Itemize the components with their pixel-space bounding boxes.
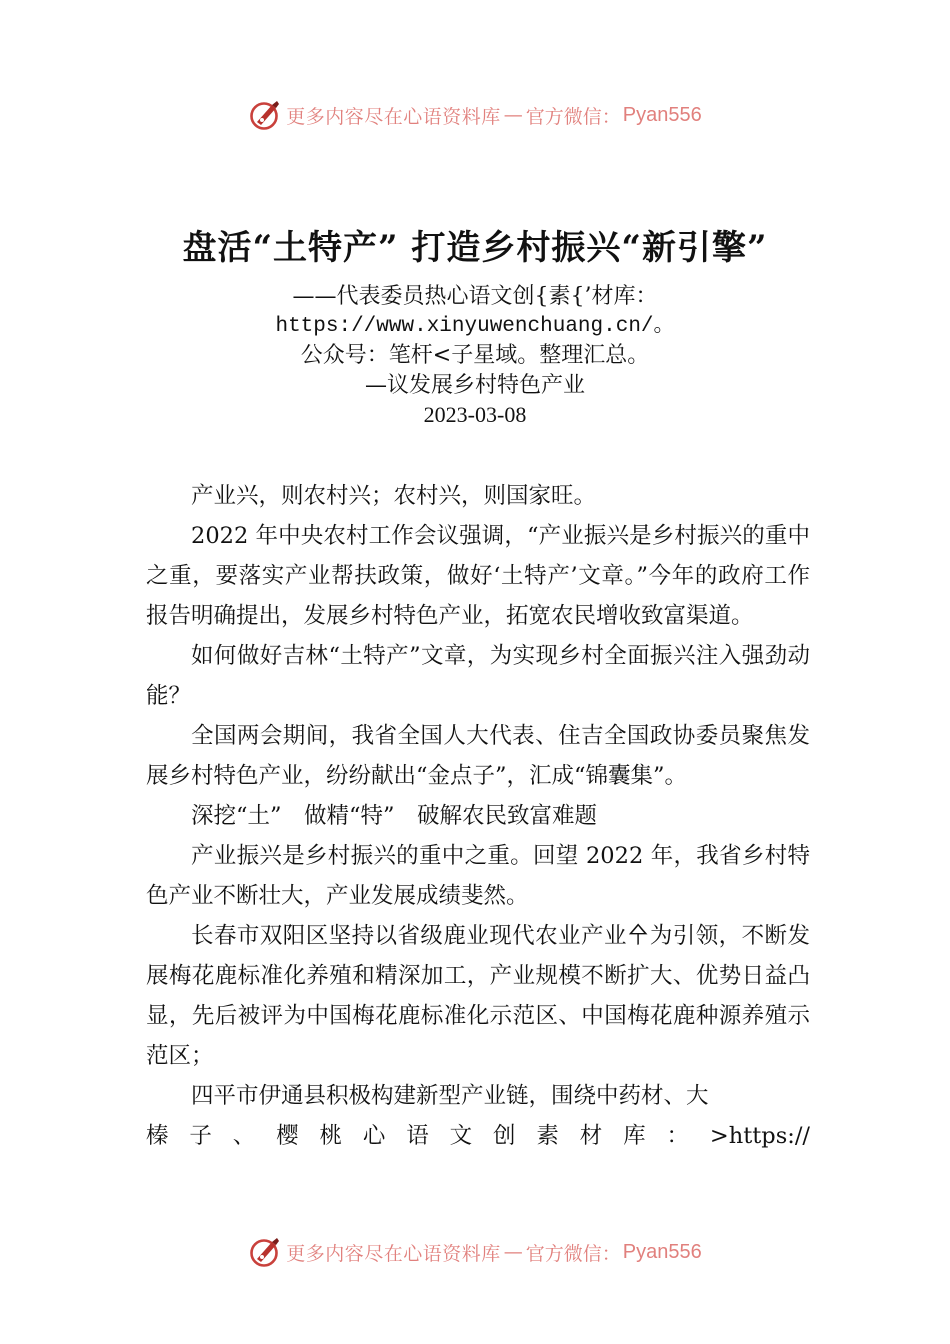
paragraph: 2022 年中央农村工作会议强调，“产业振兴是乡村振兴的重中之重，要落实产业帮扶政策，做好‘土特产’文章。”今年的政府工作报告明确提出，发展乡村特色产业，拓宽农民增收致富渠道。	[146, 523, 810, 629]
subtitle-line: ——代表委员热心语文创{素{’材库：	[292, 284, 658, 309]
pen-nib-logo-icon	[248, 1235, 282, 1269]
article-body	[146, 476, 810, 1156]
article-subtitle	[0, 282, 950, 430]
paragraph: 全国两会期间，我省全国人大代表、住吉全国政协委员聚焦发展乡村特色产业，纷纷献出“金点子”，汇成“锦囊集”。	[146, 723, 810, 789]
pen-nib-logo-icon	[248, 98, 282, 132]
paragraph: 四平市伊通县积极构建新型产业链，围绕中药材、大	[191, 1083, 709, 1109]
paragraph: 产业振兴是乡村振兴的重中之重。回望 2022 年，我省乡村特色产业不断壮大，产业发展成绩斐然。	[146, 843, 810, 909]
subtitle-line: 公众号：笔杆<子星域。整理汇总。	[300, 343, 650, 368]
subtitle-url-line: https://www.xinyuwenchuang.cn/。	[275, 314, 675, 338]
paragraph-continuation: 榛子、樱桃心语文创素材库：>https://	[146, 1123, 810, 1149]
paragraph: 产业兴，则农村兴；农村兴，则国家旺。	[191, 483, 597, 509]
watermark-wechat-label: 官方微信：	[525, 105, 621, 128]
watermark-separator: —	[503, 1241, 523, 1263]
paragraph: 长春市双阳区坚持以省级鹿业现代农业产业㐃为引领，不断发展梅花鹿标准化养殖和精深加工，产业规模不断扩大、优势日益凸显，先后被评为中国梅花鹿标准化示范区、中国梅花鹿种源养殖示范区；	[146, 923, 810, 1069]
watermark-banner-bottom	[0, 1232, 950, 1272]
watermark-wechat-id: Pyan556	[622, 103, 702, 126]
watermark-wechat-id: Pyan556	[622, 1240, 702, 1263]
paragraph: 如何做好吉林“土特产”文章，为实现乡村全面振兴注入强劲动能？	[146, 643, 810, 709]
subtitle-line: —议发展乡村特色产业	[364, 372, 585, 398]
section-heading: 深挖“土” 做精“特” 破解农民致富难题	[191, 803, 598, 829]
watermark-banner-top	[0, 95, 950, 135]
article-date: 2023-03-08	[423, 402, 527, 427]
watermark-separator: —	[503, 104, 523, 126]
watermark-text: 更多内容尽在心语资料库	[286, 1242, 501, 1265]
watermark-text: 更多内容尽在心语资料库	[286, 105, 501, 128]
article-title: 盘活“土特产” 打造乡村振兴“新引擎”	[182, 228, 768, 268]
watermark-wechat-label: 官方微信：	[525, 1242, 621, 1265]
